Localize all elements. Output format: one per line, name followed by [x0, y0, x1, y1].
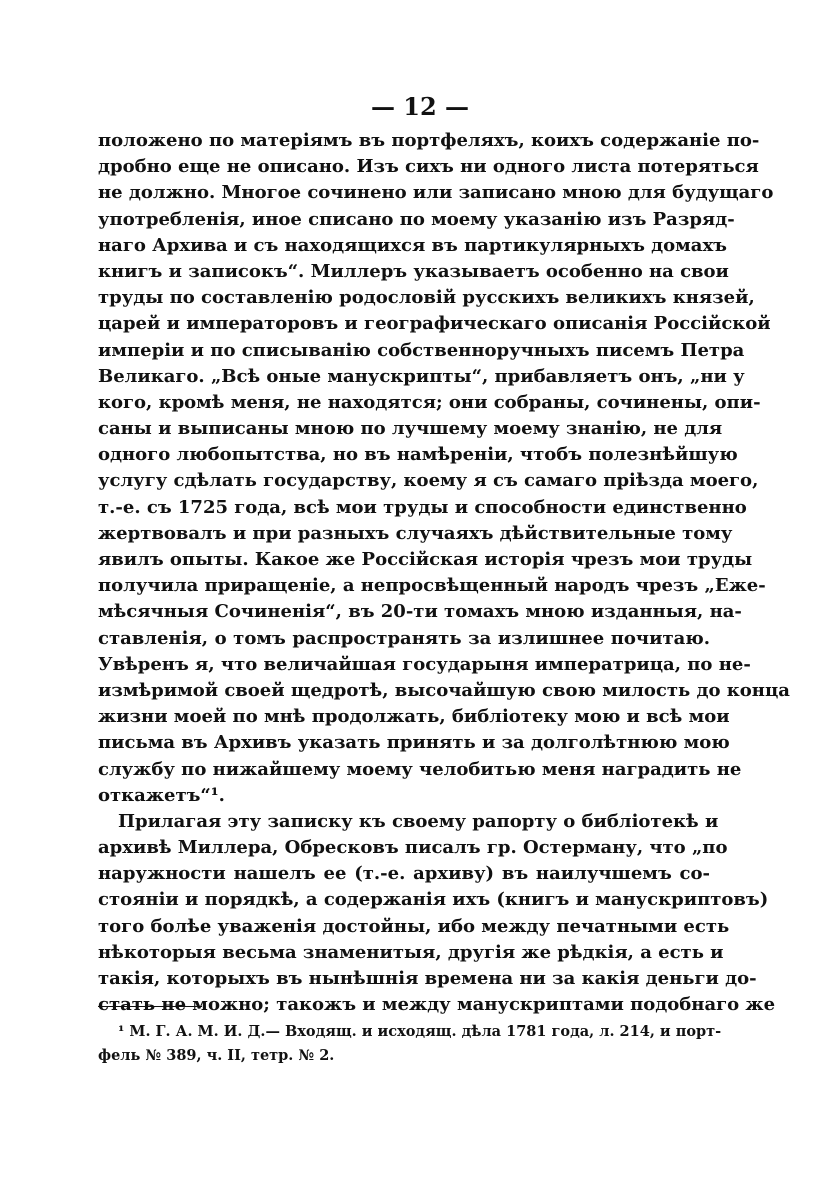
text-line: имперіи и по списыванію собственноручныхъ писемъ Петра [98, 339, 745, 361]
text-line: жертвовалъ и при разныхъ случаяхъ дѣйствительные тому [98, 522, 733, 544]
body-text [98, 128, 790, 1018]
text-line: явилъ опыты. Какое же Россійская исторія чрезъ мои труды [98, 549, 753, 570]
text-line: наго Архива и съ находящихся въ партикулярныхъ домахъ [98, 234, 727, 256]
text-line: стать не можно; такожъ и между манускриптами подобнаго же [98, 994, 776, 1016]
text-line: царей и императоровъ и географическаго описанія Россійской [98, 313, 771, 335]
footnotes [98, 1020, 722, 1068]
paragraph-start-line: Прилагая эту записку къ своему рапорту о библіотекѣ и [118, 810, 719, 832]
text-line: книгъ и записокъ“. Миллеръ указываетъ особенно на свои [98, 260, 729, 282]
page-number: — 12 — [370, 92, 470, 121]
footnote-separator [98, 1006, 202, 1007]
text-line: саны и выписаны мною по лучшему моему знанію, не для [98, 418, 723, 440]
text-line: услугу сдѣлать государству, коему я съ самаго пріѣзда моего, [98, 470, 759, 492]
text-line: получила приращеніе, а непросвѣщенный народъ чрезъ „Еже- [98, 575, 766, 597]
text-line: т.-е. съ 1725 года, всѣ мои труды и способности единственно [98, 496, 747, 518]
footnote-line: фель № 389, ч. II, тетр. № 2. [98, 1047, 335, 1064]
text-line: ставленія, о томъ распространять за излишнее почитаю. [98, 627, 710, 649]
text-line: дробно еще не описано. Изъ сихъ ни одного листа потеряться [98, 156, 759, 178]
text-line: такія, которыхъ въ нынѣшнія времена ни за какія деньги до- [98, 968, 757, 989]
text-line: употребленія, иное списано по моему указанію изъ Разряд- [98, 208, 735, 230]
text-line: откажетъ“¹. [98, 784, 225, 806]
text-line: труды по составленію родословій русскихъ великихъ князей, [98, 287, 755, 309]
text-line: нѣкоторыя весьма знаменитыя, другія же рѣдкія, а есть и [98, 941, 724, 963]
text-line: Увѣренъ я, что величайшая государыня императрица, по не- [98, 653, 751, 675]
text-line: мѣсячныя Сочиненія“, въ 20-ти томахъ мною изданныя, на- [98, 601, 742, 623]
text-line: архивѣ Миллера, Обресковъ писалъ гр. Остерману, что „по [98, 837, 728, 859]
text-line: стояніи и порядкѣ, а содержанія ихъ (книгъ и манускриптовъ) [98, 889, 769, 911]
text-line: положено по матеріямъ въ портфеляхъ, коихъ содержаніе по- [98, 130, 760, 151]
text-line: наружности нашелъ ее (т.-е. архиву) въ наилучшемъ со- [98, 863, 710, 885]
text-line: жизни моей по мнѣ продолжать, библіотеку мою и всѣ мои [98, 706, 730, 728]
text-line: измѣримой своей щедротѣ, высочайшую свою милость до конца [98, 679, 790, 701]
text-line: одного любопытства, но въ намѣреніи, чтобъ полезнѣйшую [98, 444, 738, 466]
text-line: Великаго. „Всѣ оные манускрипты“, прибавляетъ онъ, „ни у [98, 365, 745, 387]
text-line: кого, кромѣ меня, не находятся; они собраны, сочинены, опи- [98, 391, 761, 413]
text-line: письма въ Архивъ указать принять и за долголѣтнюю мою [98, 732, 730, 754]
text-line: того болѣе уваженія достойны, ибо между печатными есть [98, 915, 730, 937]
text-line: не должно. Многое сочинено или записано мною для будущаго [98, 182, 774, 204]
footnote-line: ¹ М. Г. А. М. И. Д.— Входящ. и исходящ. дѣла 1781 года, л. 214, и порт- [118, 1023, 722, 1040]
text-line: службу по нижайшему моему челобитью меня наградить не [98, 758, 742, 780]
